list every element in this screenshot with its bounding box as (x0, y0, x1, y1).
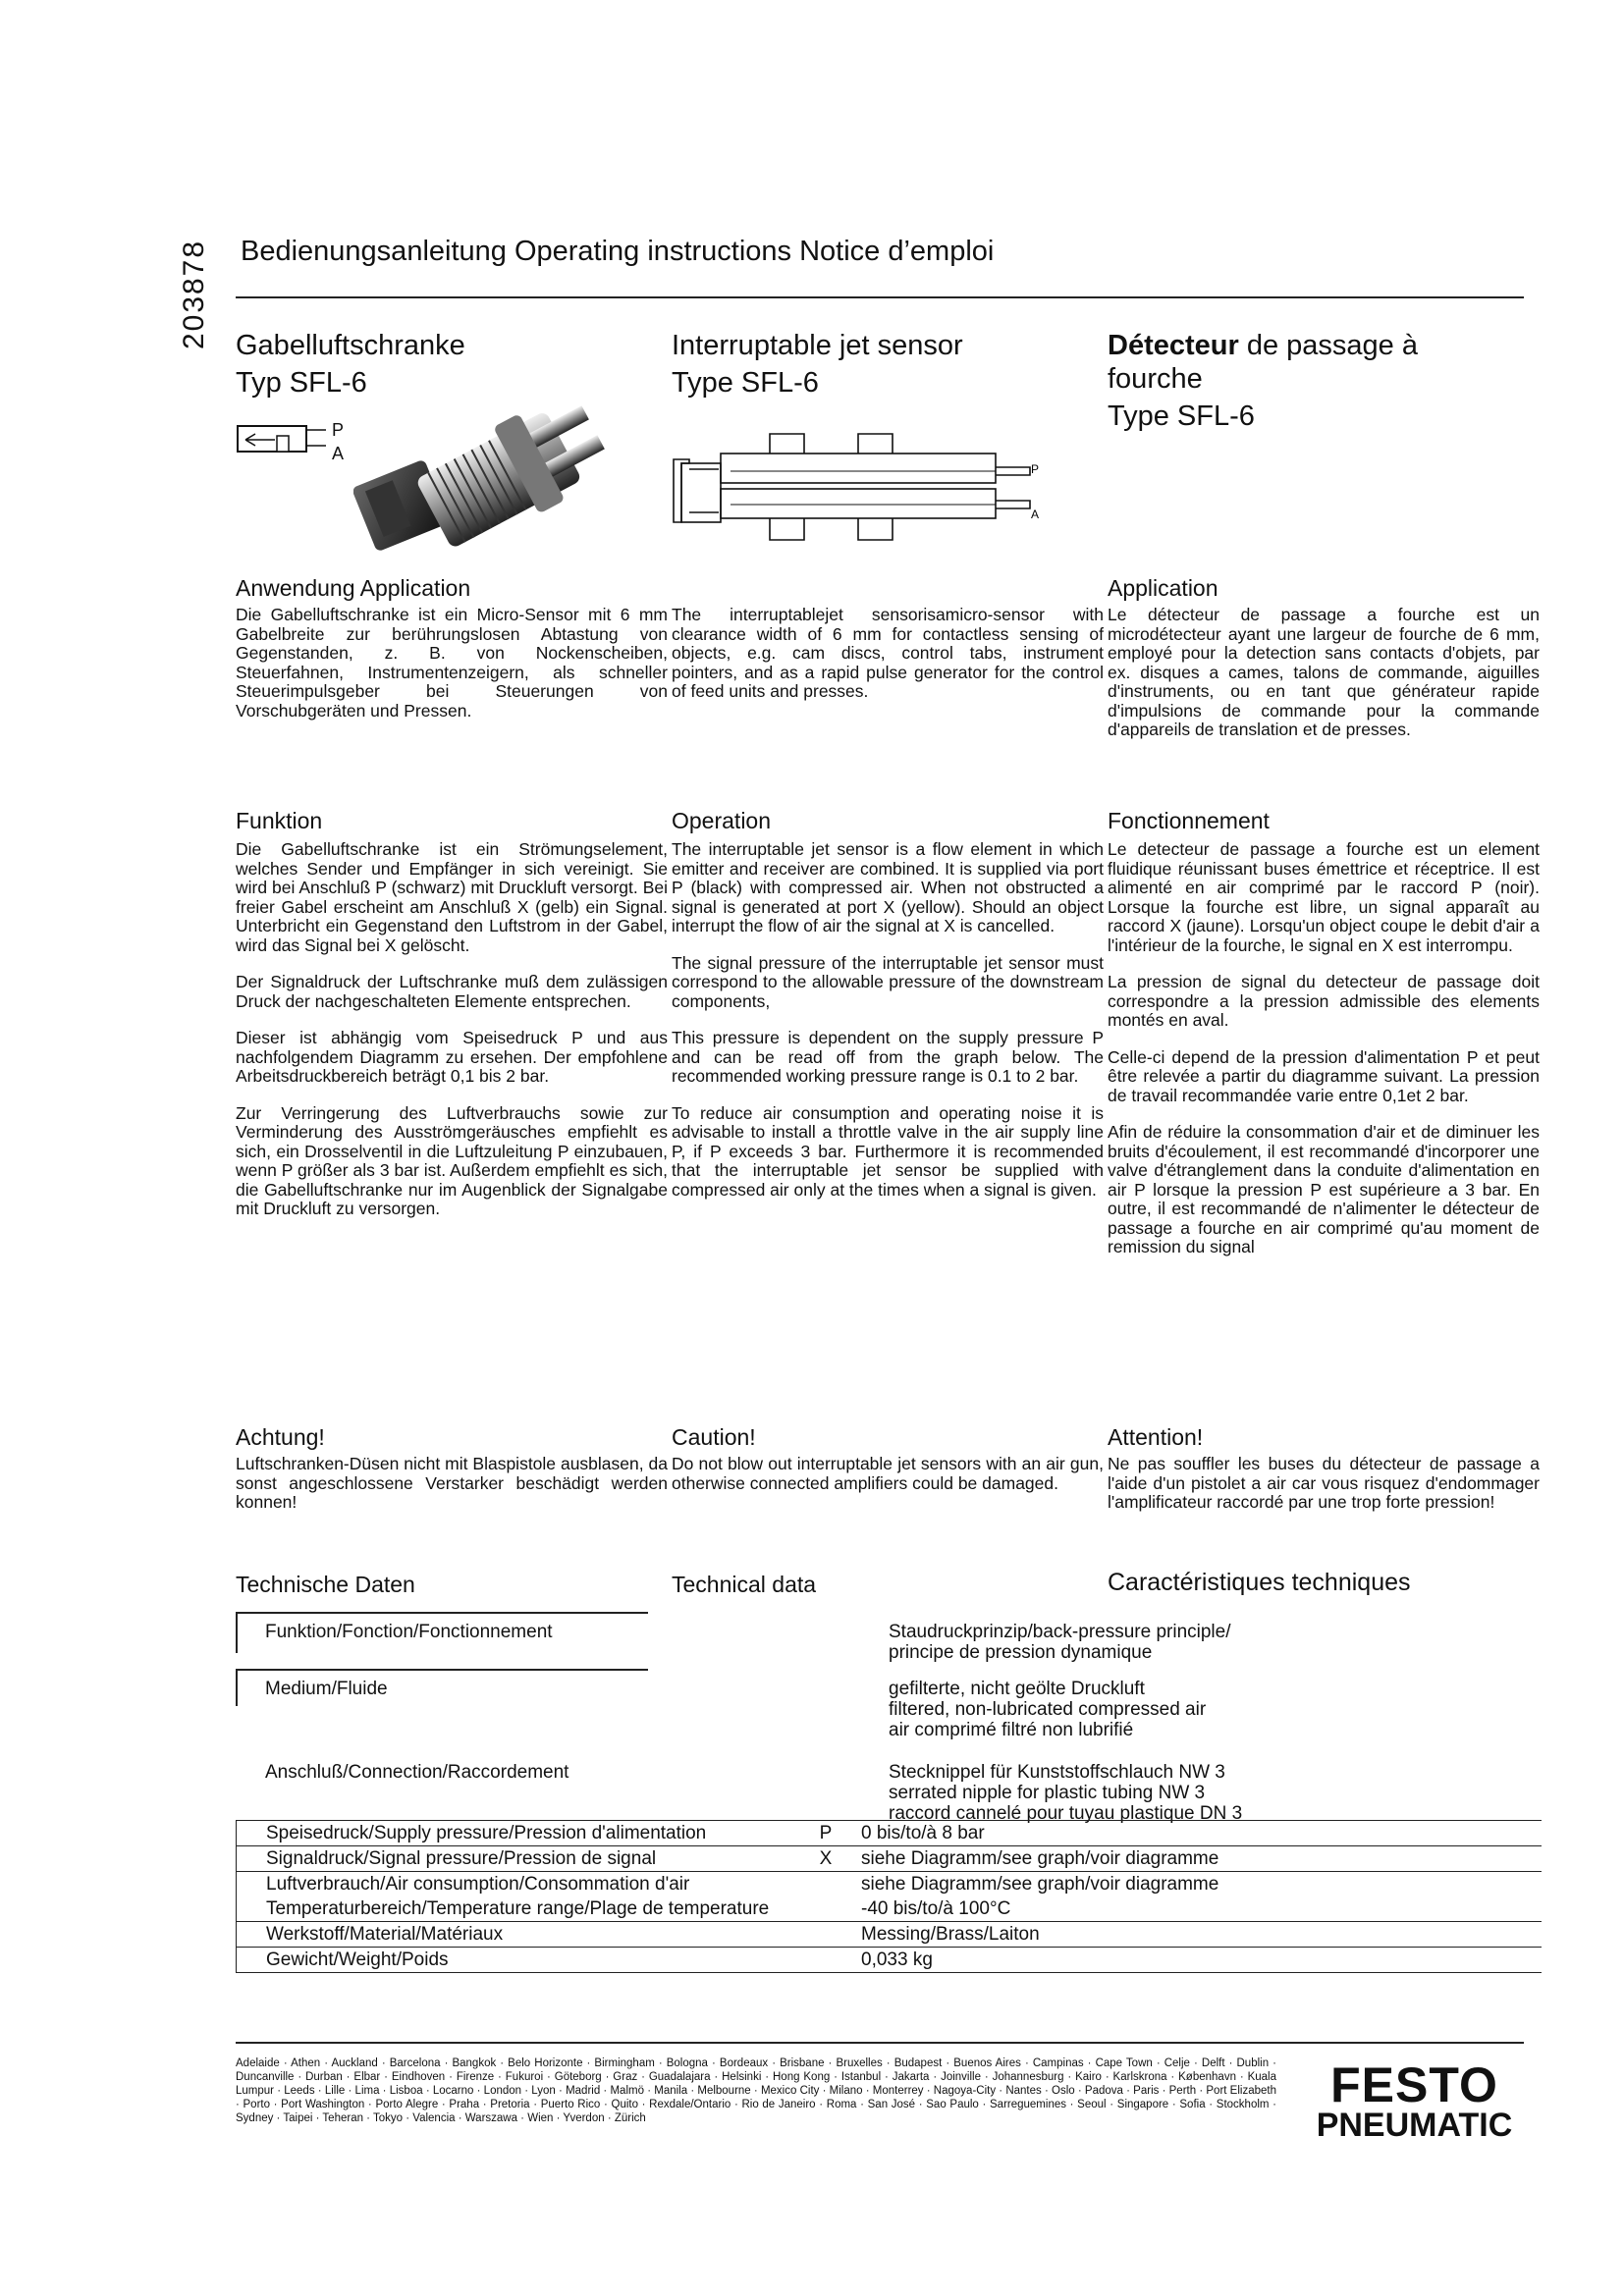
tech-row-function-value (889, 1622, 1231, 1663)
diagram-port-a: A (1031, 507, 1040, 521)
tech-label: Werkstoff/Material/Matériaux (237, 1922, 807, 1948)
fr-application-head: Application (1108, 575, 1218, 601)
header-title: Bedienungsanleitung Operating instructions Notice d’emploi (241, 236, 995, 267)
tech-symbol: P (806, 1821, 845, 1846)
document-number: 203878 (178, 239, 210, 350)
tech-label: Luftverbrauch/Air consumption/Consommation d'air (237, 1872, 807, 1897)
tech-value: siehe Diagramm/see graph/voir diagramme (845, 1846, 1542, 1872)
de-caution-head: Achtung! (236, 1424, 325, 1450)
table-row (237, 1922, 1543, 1948)
de-function-head: Funktion (236, 808, 323, 833)
en-function-head: Operation (672, 808, 772, 833)
tech-symbol (806, 1896, 845, 1922)
tech-medium-line3: air comprimé filtré non lubrifié (889, 1720, 1134, 1740)
tech-row-function-label: Funktion/Fonction/Fonctionnement (265, 1622, 553, 1642)
de-function-p2: Der Signaldruck der Luftschranke muß dem zulässigen Druck der nachgeschalteten Elemente entsprechen. (236, 972, 668, 1011)
de-function-p4: Zur Verringerung des Luftverbrauchs sowie zur Verminderung des Ausströmgeräusches empfiehlt es sich, ein Drosselventil in die Luftzuleitung P einzubauen, wenn P größer als 3 bar ist. Außerdem empfiehlt es sich, die Gabelluftschranke nur im Augenblick der Signalgabe mit Druckluft zu versorgen. (236, 1102, 668, 1218)
table-row (237, 1872, 1543, 1897)
tech-medium-line2: filtered, non-lubricated compressed air (889, 1699, 1207, 1720)
product-photo (353, 385, 648, 561)
en-title-block (672, 329, 1104, 400)
tech-rule-left-2 (236, 1669, 238, 1706)
festo-logo (1304, 2057, 1525, 2144)
de-caution (236, 1423, 668, 1513)
tech-row-medium-label: Medium/Fluide (265, 1679, 388, 1699)
table-row (237, 1821, 1543, 1846)
symbol-port-a: A (332, 444, 345, 463)
en-application-body: The interruptablejet sensorisamicro-sensor with clearance width of 6 mm for contactless sensing of objects, e.g. cam discs, control tabs, instrument pointers, and as a rapid pulse generator for the control of feed units and presses. (672, 605, 1104, 701)
en-title: Interruptable jet sensor (672, 330, 963, 361)
fr-title-block (1108, 329, 1540, 433)
de-application-body: Die Gabelluftschranke ist ein Micro-Sensor mit 6 mm Gabelbreite zur berührungslosen Abtastung von Gegenstanden, z. B. von Nockenscheiben, Steuerfahnen, Instrumentenzeigern, als schneller Steuerimpulsgeber bei Steuerungen von Vorschubgeräten und Pressen. (236, 605, 668, 721)
fr-caution (1108, 1423, 1540, 1513)
de-application-head: Anwendung Application (236, 575, 471, 601)
tech-table (236, 1820, 1542, 1973)
fr-function-p4: Afin de réduire la consommation d'air et de diminuer les bruits d'écoulement, il est recommandé d'incorporer une valve d'étranglement dans la conduite d'alimentation en air P lorsque la pression P est supérieure a 3 bar. En outre, il est recommandé de n'alimenter le détecteur de passage a fourche en air comprimé qu'au moment de remission du signal (1108, 1122, 1540, 1256)
sectional-diagram (672, 424, 1045, 561)
en-function-p2: The signal pressure of the interruptable jet sensor must correspond to the allowable pressure of the downstream components, (672, 952, 1104, 1011)
fr-title-bold: Détecteur (1108, 330, 1239, 361)
tech-value: -40 bis/to/à 100°C (861, 1897, 1011, 1919)
de-function (236, 807, 668, 1237)
tech-rule-2 (236, 1669, 648, 1671)
fr-tech-head-rest: techniques (1284, 1569, 1411, 1596)
fr-function-head: Fonctionnement (1108, 808, 1270, 833)
fr-title-line2: fourche (1108, 363, 1203, 395)
tech-connection-line3: raccord cannelé pour tuyau plastique DN 3 (889, 1803, 1243, 1824)
tech-label: Temperaturbereich/Temperature range/Plage de temperature (237, 1896, 807, 1922)
fr-function-p2: La pression de signal du detecteur de passage doit correspondre a la pression admissible des elements montés en aval. (1108, 972, 1540, 1030)
fr-title-rest: de passage à (1238, 330, 1418, 361)
table-row (237, 1896, 1543, 1922)
table-row (237, 1846, 1543, 1872)
branch-cities: Adelaide · Athen · Auckland · Barcelona · Bangkok · Belo Horizonte · Birmingham · Bologna · Bordeaux · Brisbane · Bruxelles · Budapest · Buenos Aires · Campinas · Cape Town · Celje · Delft · Dublin · Duncanville · Durban · Elbar · Eindhoven · Firenze · Fukuroi · Göteborg · Graz · Guadalajara · Helsinki · Hong Kong · Istanbul · Jakarta · Joinville · Johannesburg · Kairo · Karlskrona · København · Kuala Lumpur · Leeds · Lille · Lima · Lisboa · Locarno · London · Lyon · Madrid · Malmö · Manila · Melbourne · Mexico City · Milano · Monterrey · Nagoya-City · Nantes · Oslo · Padova · Paris · Perth · Port Elizabeth · Porto · Port Washington · Porto Alegre · Praha · Pretoria · Puerto Rico · Quito · Rexdale/Ontario · Rio de Janeiro · Roma · San José · Sao Paulo · Sarreguemines · Seoul · Singapore · Sofia · Stockholm · Sydney · Taipei · Teheran · Tokyo · Valencia · Warszawa · Wien · Yverdon · Zürich (236, 2057, 1276, 2124)
tech-symbol: X (806, 1846, 845, 1872)
tech-value: 0 bis/to/à 8 bar (845, 1821, 1542, 1846)
de-tech-head: Technische Daten (236, 1572, 415, 1597)
tech-medium-line1: gefilterte, nicht geölte Druckluft (889, 1679, 1145, 1699)
en-tech-head: Technical data (672, 1572, 817, 1597)
fr-application-body: Le détecteur de passage a fourche est un microdétecteur ayant une largeur de fourche de 6 mm, employé pour la detection sans contacts d'objets, par ex. disques a cames, talons de commande, aiguilles d'instruments, ou en tant que générateur rapide d'impulsions de commande pour la commande d'appareils de translation et de presses. (1108, 605, 1540, 739)
fr-function-p1: Le detecteur de passage a fourche est un element fluidique réunissant buses émettrice et réceptrice. Il est alimenté en air comprimé par le raccord P (noir). Lorsque la fourche est libre, un signal apparaît au raccord X (jaune). Lorsqu'un object coupe le debit d'air a l'intérieur de la fourche, le signal en X est interrompu. (1108, 839, 1540, 955)
en-function-p4: To reduce air consumption and operating noise it is advisable to install a throttle valve in the air supply line P, if P exceeds 3 bar. Furthermore it is recommended that the interruptable jet sensor be supplied with compressed air only at the times when a signal is given. (672, 1102, 1104, 1200)
tech-symbol (806, 1922, 845, 1948)
logo-pneumatic: PNEUMATIC (1316, 2107, 1513, 2144)
en-caution-body: Do not blow out interruptable jet sensors with an air gun, otherwise connected amplifiers could be damaged. (672, 1454, 1104, 1493)
fr-title (1108, 329, 1540, 362)
de-caution-body: Luftschranken-Düsen nicht mit Blaspistole ausblasen, da sonst angeschlossene Verstarker beschädigt werden konnen! (236, 1454, 668, 1512)
fr-function (1108, 807, 1540, 1275)
fr-caution-head: Attention! (1108, 1424, 1204, 1450)
de-function-p1: Die Gabelluftschranke ist ein Strömungselement, welches Sender und Empfänger in sich vereinigt. Sie wird bei Anschluß P (schwarz) mit Druckluft versorgt. Bei freier Gabel erscheint am Anschluß X (gelb) ein Signal. Unterbricht ein Gegenstand den Luftstrom in der Gabel, wird das Signal bei X gelöscht. (236, 839, 668, 955)
tech-label: Gewicht/Weight/Poids (237, 1948, 807, 1973)
logo-festo: FESTO (1330, 2057, 1498, 2112)
tech-rule-1 (236, 1612, 648, 1614)
tech-value: siehe Diagramm/see graph/voir diagramme (845, 1872, 1542, 1897)
header-rule (236, 296, 1524, 298)
fr-caution-body: Ne pas souffler les buses du détecteur de passage a l'aide d'un pistolet a air car vous risquez d'endommager l'amplificateur raccordé par une trop forte pression! (1108, 1454, 1540, 1512)
tech-function-line1: Staudruckprinzip/back-pressure principle/ (889, 1622, 1231, 1642)
tech-rule-left-1 (236, 1612, 238, 1653)
tech-connection-line2: serrated nipple for plastic tubing NW 3 (889, 1783, 1206, 1803)
tech-label: Signaldruck/Signal pressure/Pression de signal (237, 1846, 807, 1872)
diagram-port-p: P (1031, 462, 1040, 476)
fr-type: Type SFL-6 (1108, 400, 1255, 432)
en-caution-head: Caution! (672, 1424, 756, 1450)
tech-symbol (806, 1872, 845, 1897)
tech-symbol (806, 1948, 845, 1973)
tech-value: Messing/Brass/Laiton (845, 1922, 1542, 1948)
fr-tech-head (1108, 1569, 1540, 1596)
fr-function-p3: Celle-ci depend de la pression d'alimentation P et peut être relevée a partir du diagramme suivant. La pression de travail recommandée varie entre 0,1et 2 bar. (1108, 1046, 1540, 1105)
en-function (672, 807, 1104, 1217)
de-function-p3: Dieser ist abhängig vom Speisedruck P und aus nachfolgendem Diagramm zu ersehen. Der empfohlene Arbeitsdruckbereich beträgt 0,1 bis 2 bar. (236, 1028, 668, 1086)
footer-rule (236, 2042, 1524, 2044)
tech-row-connection-value (889, 1762, 1242, 1824)
tech-value: 0,033 kg (845, 1948, 1542, 1973)
en-function-p3: This pressure is dependent on the supply pressure P and can be read off from the graph below. The recommended working pressure range is 0.1 to 2 bar. (672, 1028, 1104, 1086)
en-caution (672, 1423, 1104, 1493)
de-type: Typ SFL-6 (236, 367, 367, 399)
tech-row-medium-value (889, 1679, 1206, 1740)
de-title: Gabelluftschranke (236, 330, 465, 361)
tech-label: Speisedruck/Supply pressure/Pression d'alimentation (237, 1821, 807, 1846)
tech-connection-line1: Stecknippel für Kunststoffschlauch NW 3 (889, 1762, 1225, 1783)
tech-function-line2: principe de pression dynamique (889, 1642, 1153, 1663)
en-function-p1: The interruptable jet sensor is a flow element in which emitter and receiver are combined. It is supplied via port P (black) with compressed air. When not obstructed a signal is generated at port X (yellow). Should an object interrupt the flow of air the signal at X is cancelled. (672, 839, 1104, 935)
symbol-port-p: P (332, 420, 345, 440)
fr-tech-head-bold: Caractéristiques (1108, 1569, 1285, 1596)
table-row (237, 1948, 1543, 1973)
en-type: Type SFL-6 (672, 367, 819, 399)
tech-row-connection-label: Anschluß/Connection/Raccordement (265, 1762, 569, 1783)
